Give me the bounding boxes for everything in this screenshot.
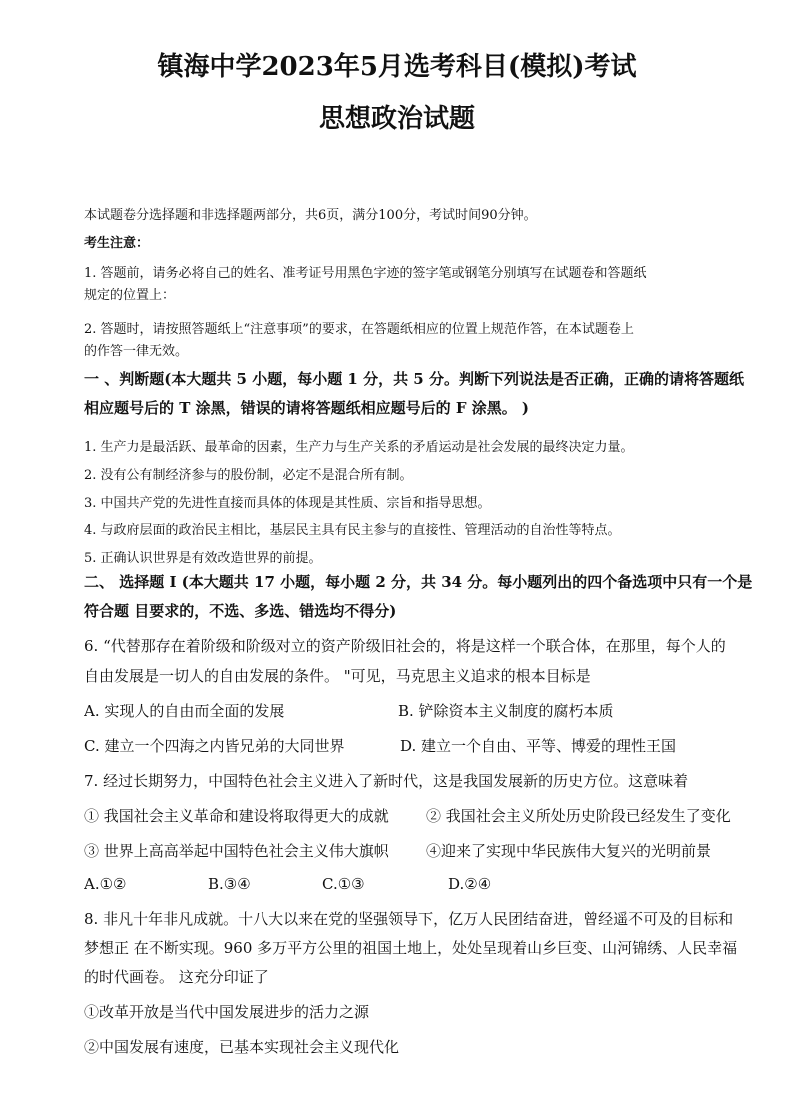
q6-stem-cont: 自由发展是一切人的自由发展的条件。 "可见，马克思主义追求的根本目标是 — [84, 667, 591, 685]
q7-statement-4: ④迎来了实现中华民族伟大复兴的光明前景 — [426, 842, 712, 860]
judge-item: 2. 没有公有制经济参与的股份制，必定不是混合所有制。 — [84, 468, 413, 483]
q6-stem: 6. “代替那存在着阶级和阶级对立的资产阶级旧社会的，将是这样一个联合体，在那里，每个人的 — [84, 637, 726, 655]
q8-statement-1: ①改革开放是当代中国发展进步的活力之源 — [84, 1003, 370, 1021]
q8-stem-cont: 梦想正 在不断实现。960 多万平方公里的祖国土地上，处处呈现着山乡巨变、山河锦绣、人民幸福 — [84, 939, 738, 957]
q7-stem: 7. 经过长期努力，中国特色社会主义进入了新时代，这是我国发展新的历史方位。这意味着 — [84, 772, 689, 790]
judge-item: 5. 正确认识世界是有效改造世界的前提。 — [84, 551, 322, 566]
q6-option-b: B. 铲除资本主义制度的腐朽本质 — [398, 702, 614, 720]
notice-item-2-cont: 的作答一律无效。 — [84, 344, 189, 359]
judge-item: 4. 与政府层面的政治民主相比，基层民主具有民主参与的直接性、管理活动的自治性等特点。 — [84, 523, 621, 538]
section2-heading: 二、 选择题 I (本大题共 17 小题，每小题 2 分，共 34 分。每小题列出的四个备选项中只有一个是 — [84, 573, 753, 591]
q8-statement-2: ②中国发展有速度，已基本实现社会主义现代化 — [84, 1038, 400, 1056]
q7-statement-3: ③ 世界上高高举起中国特色社会主义伟大旗帜 — [84, 842, 389, 860]
q7-option-a: A.①② — [84, 875, 127, 893]
q8-stem-cont: 的时代画卷。 这充分印证了 — [84, 968, 269, 986]
exam-subtitle: 思想政治试题 — [318, 104, 475, 134]
intro-text: 本试题卷分选择题和非选择题两部分，共6页，满分100分，考试时间90分钟。 — [84, 208, 537, 223]
judge-item: 3. 中国共产党的先进性直接而具体的体现是其性质、宗旨和指导思想。 — [84, 496, 491, 511]
notice-item-1-cont: 规定的位置上： — [84, 288, 176, 303]
judge-item: 1. 生产力是最活跃、最革命的因素，生产力与生产关系的矛盾运动是社会发展的最终决定力量。 — [84, 440, 634, 455]
q7-option-d: D.②④ — [448, 875, 492, 893]
notice-item-1: 1. 答题前，请务必将自己的姓名、准考证号用黑色字迹的签字笔或钢笔分别填写在试题卷和答题纸 — [84, 266, 647, 281]
exam-title: 镇海中学2023年5月选考科目(模拟)考试 — [157, 52, 637, 82]
q6-option-a: A. 实现人的自由而全面的发展 — [84, 702, 285, 720]
section2-heading-cont: 符合题 目要求的，不选、多选、错选均不得分) — [84, 602, 397, 620]
q7-option-b: B.③④ — [208, 875, 251, 893]
section1-heading-cont: 相应题号后的 T 涂黑，错误的请将答题纸相应题号后的 F 涂黑。 ) — [84, 399, 530, 417]
q8-stem: 8. 非凡十年非凡成就。十八大以来在党的坚强领导下，亿万人民团结奋进，曾经遥不可及的目标和 — [84, 910, 734, 928]
section1-heading: 一 、判断题(本大题共 5 小题，每小题 1 分，共 5 分。判断下列说法是否正确，正确的请将答题纸 — [84, 370, 744, 388]
q6-option-d: D. 建立一个自由、平等、博爱的理性王国 — [400, 737, 677, 755]
notice-heading: 考生注意： — [84, 236, 150, 251]
q7-statement-2: ② 我国社会主义所处历史阶段已经发生了变化 — [426, 807, 731, 825]
q6-option-c: C. 建立一个四海之内皆兄弟的大同世界 — [84, 737, 345, 755]
q7-statement-1: ① 我国社会主义革命和建设将取得更大的成就 — [84, 807, 389, 825]
notice-item-2: 2. 答题时，请按照答题纸上“注意事项”的要求，在答题纸相应的位置上规范作答，在本试题卷上 — [84, 322, 634, 337]
q7-option-c: C.①③ — [322, 875, 365, 893]
